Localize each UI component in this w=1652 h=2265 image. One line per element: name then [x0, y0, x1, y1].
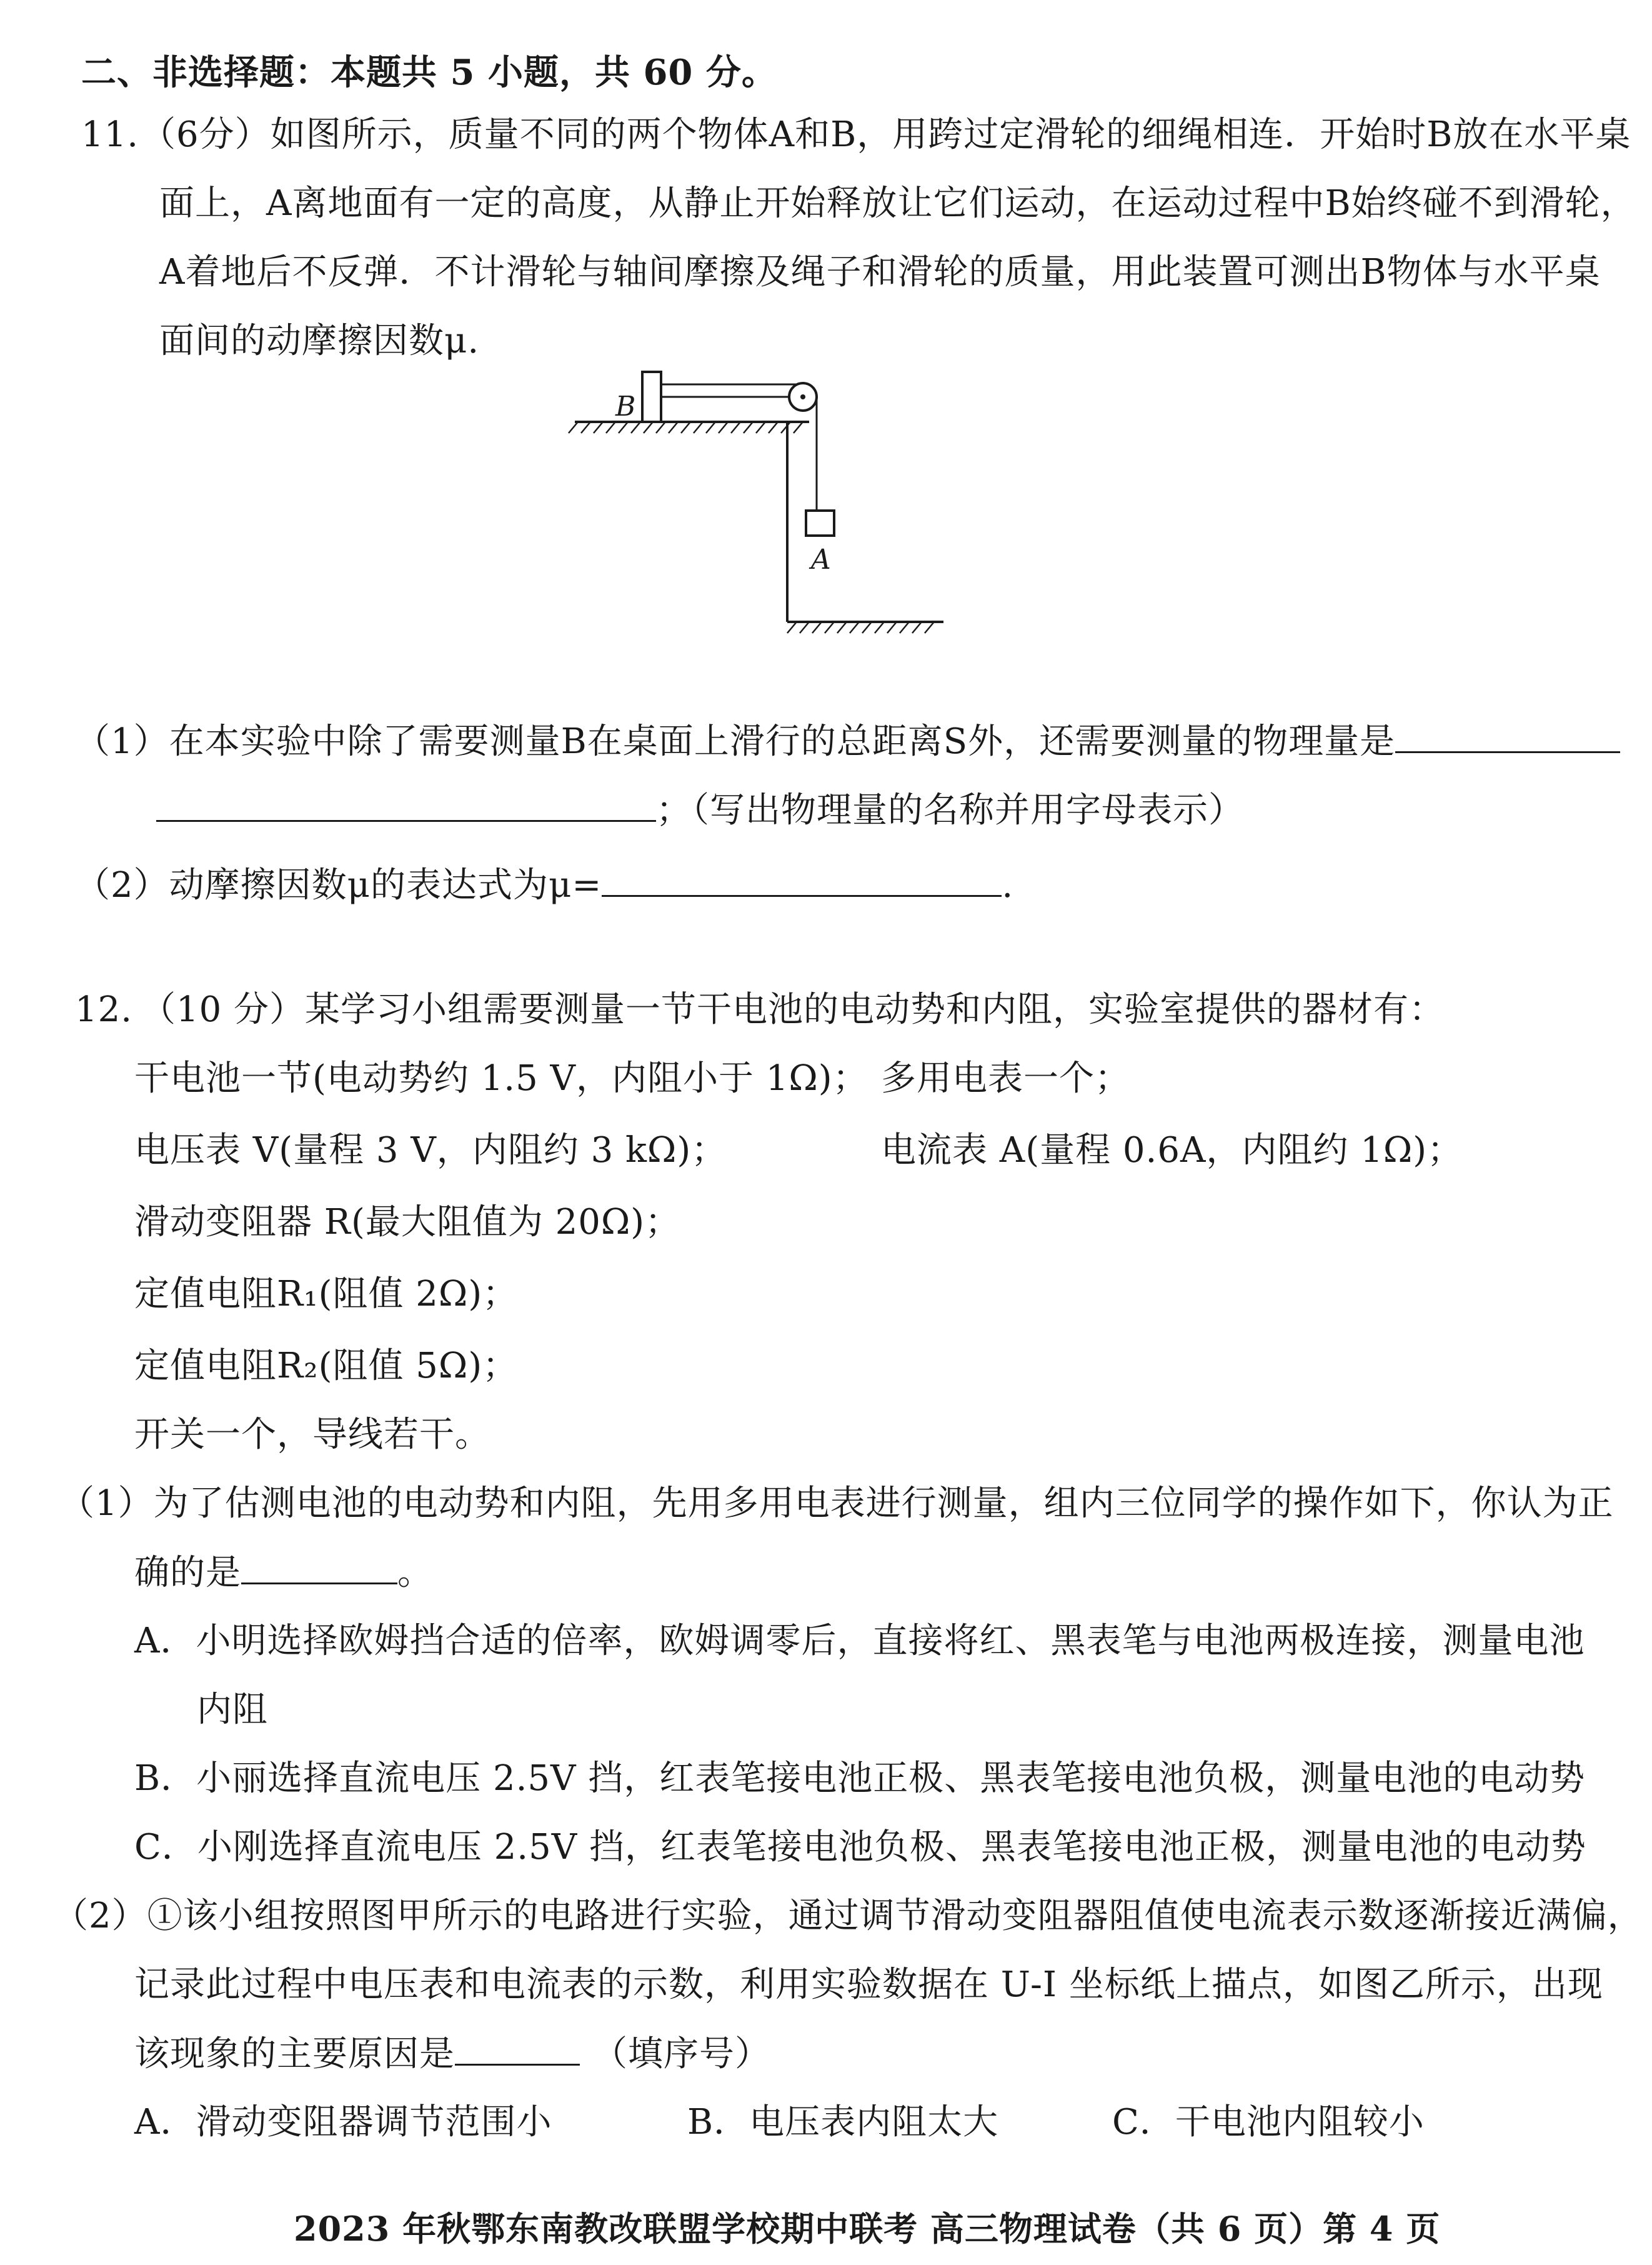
option-c: C．小刚选择直流电压 2.5V 挡，红表笔接电池负极、黑表笔接电池正极，测量电池的电动势 — [134, 1827, 1586, 1868]
equipment-switch-wires: 开关一个，导线若干。 — [134, 1414, 490, 1455]
equipment-voltmeter: 电压表 V(量程 3 V，内阻约 3 kΩ)； — [134, 1130, 727, 1171]
q12-number: 12. — [75, 989, 133, 1030]
q11-text-line-3: A着地后不反弹．不计滑轮与轴间摩擦及绳子和滑轮的质量，用此装置可测出B物体与水平桌 — [159, 252, 1601, 292]
equipment-battery: 干电池一节(电动势约 1.5 V，内阻小于 1Ω)； — [134, 1058, 868, 1099]
option-b: B．小丽选择直流电压 2.5V 挡，红表笔接电池正极、黑表笔接电池负极，测量电池的电动势 — [134, 1758, 1586, 1799]
label-b: B — [615, 391, 636, 422]
q11-sub2-text: （2）动摩擦因数μ的表达式为μ= — [75, 865, 602, 906]
q12-sub1-text-end: 。 — [397, 1552, 433, 1593]
q12-sub1-text: 确的是 — [134, 1552, 241, 1593]
q11-text-line-2: 面上，A离地面有一定的高度，从静止开始释放让它们运动，在运动过程中B始终碰不到滑轮， — [159, 183, 1636, 224]
q12-sub2-text-end: （填序号） — [592, 2034, 770, 2074]
option-a-line-1: A．小明选择欧姆挡合适的倍率，欧姆调零后，直接将红、黑表笔与电池两极连接，测量电池 — [134, 1621, 1585, 1661]
q11-number: 11. — [81, 114, 139, 155]
answer-blank[interactable] — [602, 862, 1002, 897]
label-a: A — [811, 544, 831, 576]
q11-sub1-line-2 — [156, 788, 1244, 833]
q11-sub2-end: . — [1002, 865, 1014, 906]
answer-blank[interactable] — [156, 788, 656, 822]
q12-sub1-line-2 — [134, 1550, 433, 1596]
equipment-multimeter: 多用电表一个； — [881, 1058, 1130, 1099]
equipment-ammeter: 电流表 A(量程 0.6A，内阻约 1Ω)； — [881, 1130, 1463, 1171]
answer-blank[interactable] — [455, 2031, 580, 2066]
section-heading: 二、非选择题：本题共 5 小题，共 60 分。 — [81, 52, 777, 93]
q12-sub2-line-2: 记录此过程中电压表和电流表的示数，利用实验数据在 U-I 坐标纸上描点，如图乙所示，出现 — [134, 1964, 1603, 2005]
q11-text-line-1: （6分）如图所示，质量不同的两个物体A和B，用跨过定滑轮的细绳相连．开始时B放在水平桌 — [141, 114, 1631, 155]
choice-a: A．滑动变阻器调节范围小 — [134, 2102, 552, 2142]
equipment-resistor-r2: 定值电阻R₂(阻值 5Ω)； — [134, 1346, 519, 1386]
equipment-resistor-r1: 定值电阻R₁(阻值 2Ω)； — [134, 1274, 519, 1314]
q11-text-line-4: 面间的动摩擦因数μ. — [159, 321, 480, 361]
q11-sub1-line-1 — [75, 719, 1620, 764]
answer-blank[interactable] — [241, 1550, 397, 1584]
q11-sub1-text-end: ；（写出物理量的名称并用字母表示） — [656, 790, 1244, 831]
q11-sub1-text: （1）在本实验中除了需要测量B在桌面上滑行的总距离S外，还需要测量的物理量是 — [75, 721, 1396, 762]
option-a-line-2: 内阻 — [197, 1689, 268, 1730]
choice-b: B．电压表内阻太大 — [687, 2102, 999, 2142]
equipment-rheostat: 滑动变阻器 R(最大阻值为 20Ω)； — [134, 1202, 681, 1242]
q12-sub2-line-3 — [134, 2031, 770, 2077]
answer-blank[interactable] — [1395, 719, 1620, 753]
q12-sub1-line-1: （1）为了估测电池的电动势和内阻，先用多用电表进行测量，组内三位同学的操作如下，你认为正 — [59, 1483, 1614, 1524]
page-footer: 2023 年秋鄂东南教改联盟学校期中联考 高三物理试卷（共 6 页）第 4 页 — [294, 2209, 1441, 2249]
q11-sub2-line — [75, 862, 1013, 908]
choice-c: C．干电池内阻较小 — [1112, 2102, 1425, 2142]
q12-sub2-text: 该现象的主要原因是 — [134, 2034, 455, 2074]
pulley-diagram — [562, 347, 968, 666]
q12-intro: （10 分）某学习小组需要测量一节干电池的电动势和内阻，实验室提供的器材有： — [141, 989, 1445, 1030]
q12-sub2-line-1: （2）①该小组按照图甲所示的电路进行实验，通过调节滑动变阻器阻值使电流表示数逐渐接近满偏， — [53, 1896, 1643, 1936]
